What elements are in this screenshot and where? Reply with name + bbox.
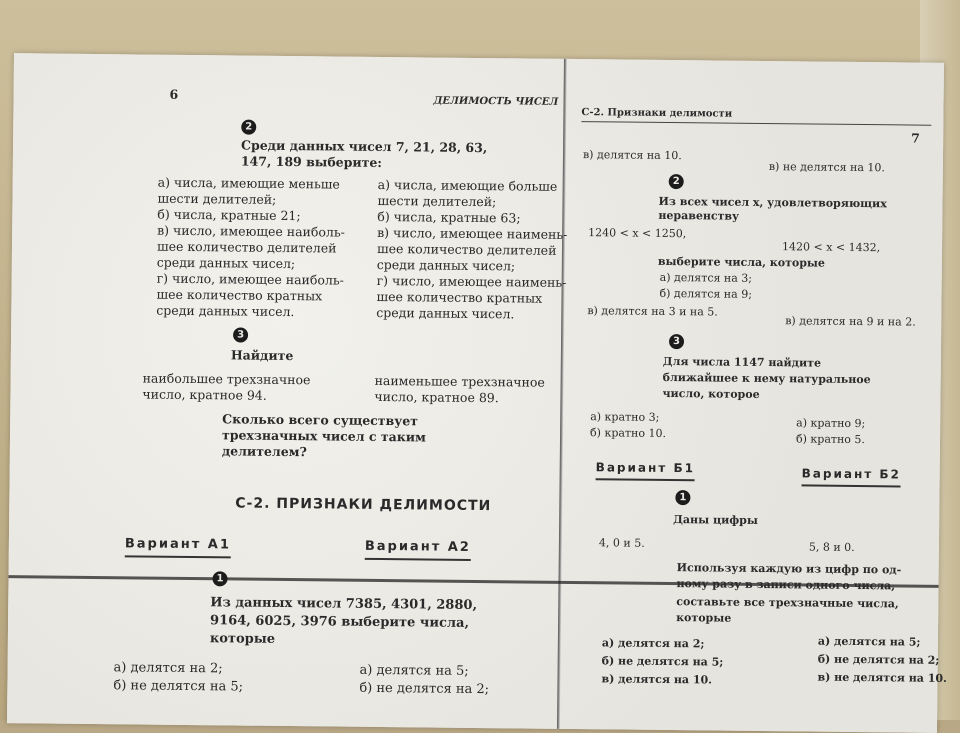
task2r-line2: выберите числа, которые <box>657 254 826 270</box>
running-head-left: ДЕЛИМОСТЬ ЧИСЕЛ <box>433 95 559 108</box>
task2r-col1-c: в) делятся на 3 и на 5. <box>587 304 718 319</box>
variant-b1-heading: Вариант Б1 <box>596 459 695 481</box>
task2-col2-line: б) числа, кратные 63; <box>377 208 521 226</box>
task1r-line: составьте все трехзначные числа, <box>676 595 899 611</box>
task-number-3-right: 3 <box>669 334 684 349</box>
task3-question-line: Сколько всего существует <box>222 411 419 429</box>
inequality-2: 1420 < x < 1432, <box>781 240 881 255</box>
spine-fold <box>557 59 567 729</box>
task2-col2-line: а) числа, имеющие больше <box>377 176 558 194</box>
task1-col2-line: б) не делятся на 2; <box>359 680 490 698</box>
top-col1: в) делятся на 10. <box>582 148 682 163</box>
task1-col1-line: б) не делятся на 5; <box>113 678 244 695</box>
task2r-line: неравенству <box>658 208 740 223</box>
task1-line: Из данных чисел 7385, 4301, 2880, <box>210 595 478 614</box>
task1r-line: ному разу в записи одного числа, <box>676 577 896 593</box>
task1r-col2-digits: 5, 8 и 0. <box>808 540 855 554</box>
task2-col1-line: шее количество кратных <box>156 286 323 304</box>
variant-a2-heading: Вариант А2 <box>365 539 471 561</box>
task1r-line: Используя каждую из цифр по од- <box>676 561 902 577</box>
task-number-2: 2 <box>241 120 256 135</box>
textbook-spread <box>7 53 947 733</box>
task1-line: которые <box>209 631 276 647</box>
task2-line-2: 147, 189 выберите: <box>240 153 383 170</box>
task-number-1-right: 1 <box>675 490 690 505</box>
task3r-col2-line: а) кратно 9; <box>796 416 866 431</box>
task3r-line: ближайшее к нему натуральное <box>662 370 871 387</box>
header-rule <box>581 121 931 126</box>
running-head-right: С-2. Признаки делимости <box>581 107 733 120</box>
task1r-col2-line: б) не делятся на 2; <box>817 652 940 667</box>
task2-col2-line: шести делителей; <box>377 192 497 210</box>
task2r-line2: б) делятся на 9; <box>659 286 753 301</box>
task2r-line: Из всех чисел x, удовлетворяющих <box>658 194 887 211</box>
task3-col2-line: наименьшее трехзначное <box>374 372 545 390</box>
variant-b2-heading: Вариант Б2 <box>802 465 901 487</box>
task2-col2-line: среди данных чисел; <box>376 256 516 274</box>
task1-line: 9164, 6025, 3976 выберите числа, <box>210 613 470 631</box>
variant-a1-heading: Вариант А1 <box>125 536 231 558</box>
task2-col1-line: шести делителей; <box>157 190 277 207</box>
task1r-col1-line: в) делятся на 10. <box>601 672 713 687</box>
task1r-col1-digits: 4, 0 и 5. <box>598 536 645 550</box>
task2r-col2-c: в) делятся на 9 и на 2. <box>785 314 916 329</box>
task3-question-line: трехзначных чисел с таким <box>221 427 426 445</box>
task1r-line: которые <box>676 611 732 625</box>
task2-col2-line: г) число, имеющее наимень- <box>376 272 567 290</box>
task2-col1-line: шее количество делителей <box>156 238 337 256</box>
task3-title: Найдите <box>230 347 294 364</box>
task3-question-line: делителем? <box>221 443 307 460</box>
task2-col1-line: среди данных чисел; <box>156 254 296 272</box>
task3r-line: Для числа 1147 найдите <box>662 354 822 370</box>
task-number-2-right: 2 <box>669 174 684 189</box>
task3r-col1-line: а) кратно 3; <box>590 410 660 424</box>
task3-col1-line: наибольшее трехзначное <box>142 370 311 388</box>
task3-col2-line: число, кратное 89. <box>374 388 499 406</box>
task1r-col1-line: б) не делятся на 5; <box>601 654 724 669</box>
task-number-3: 3 <box>233 327 248 342</box>
task2-line-1: Среди данных чисел 7, 21, 28, 63, <box>240 137 488 156</box>
task3-col1-line: число, кратное 94. <box>142 386 267 403</box>
inequality-1: 1240 < x < 1250, <box>588 226 687 241</box>
task1r-col1-line: а) делятся на 2; <box>601 636 705 651</box>
task3r-line: число, которое <box>662 386 760 401</box>
task2-col1-line: в) число, имеющее наиболь- <box>157 222 346 240</box>
task2-col1-line: а) числа, имеющие меньше <box>157 174 340 192</box>
task2-col2-line: шее количество кратных <box>376 288 543 306</box>
task1-col1-line: а) делятся на 2; <box>113 660 223 677</box>
section-title: С-2. ПРИЗНАКИ ДЕЛИМОСТИ <box>235 495 492 515</box>
task3r-col2-line: б) кратно 5. <box>795 432 866 447</box>
task1r-col2-line: в) не делятся на 10. <box>817 670 947 685</box>
task2-col1-line: б) числа, кратные 21; <box>157 206 301 224</box>
task2r-line2: а) делятся на 3; <box>659 270 753 285</box>
task1r-title: Даны цифры <box>673 513 758 527</box>
page-number-left: 6 <box>169 86 179 102</box>
task2-col1-line: г) число, имеющее наиболь- <box>156 270 345 288</box>
task-number-1: 1 <box>212 571 227 586</box>
task1r-col2-line: а) делятся на 5; <box>817 634 921 649</box>
task1-col2-line: а) делятся на 5; <box>359 662 469 679</box>
top-col2: в) не делятся на 10. <box>768 160 886 175</box>
task2-col2-line: среди данных чисел. <box>376 304 515 322</box>
task3r-col1-line: б) кратно 10. <box>590 426 667 440</box>
task2-col2-line: в) число, имеющее наимень- <box>377 224 568 242</box>
task2-col1-line: среди данных чисел. <box>156 302 295 320</box>
page-number-right: 7 <box>911 130 920 146</box>
task2-col2-line: шее количество делителей <box>376 240 557 258</box>
